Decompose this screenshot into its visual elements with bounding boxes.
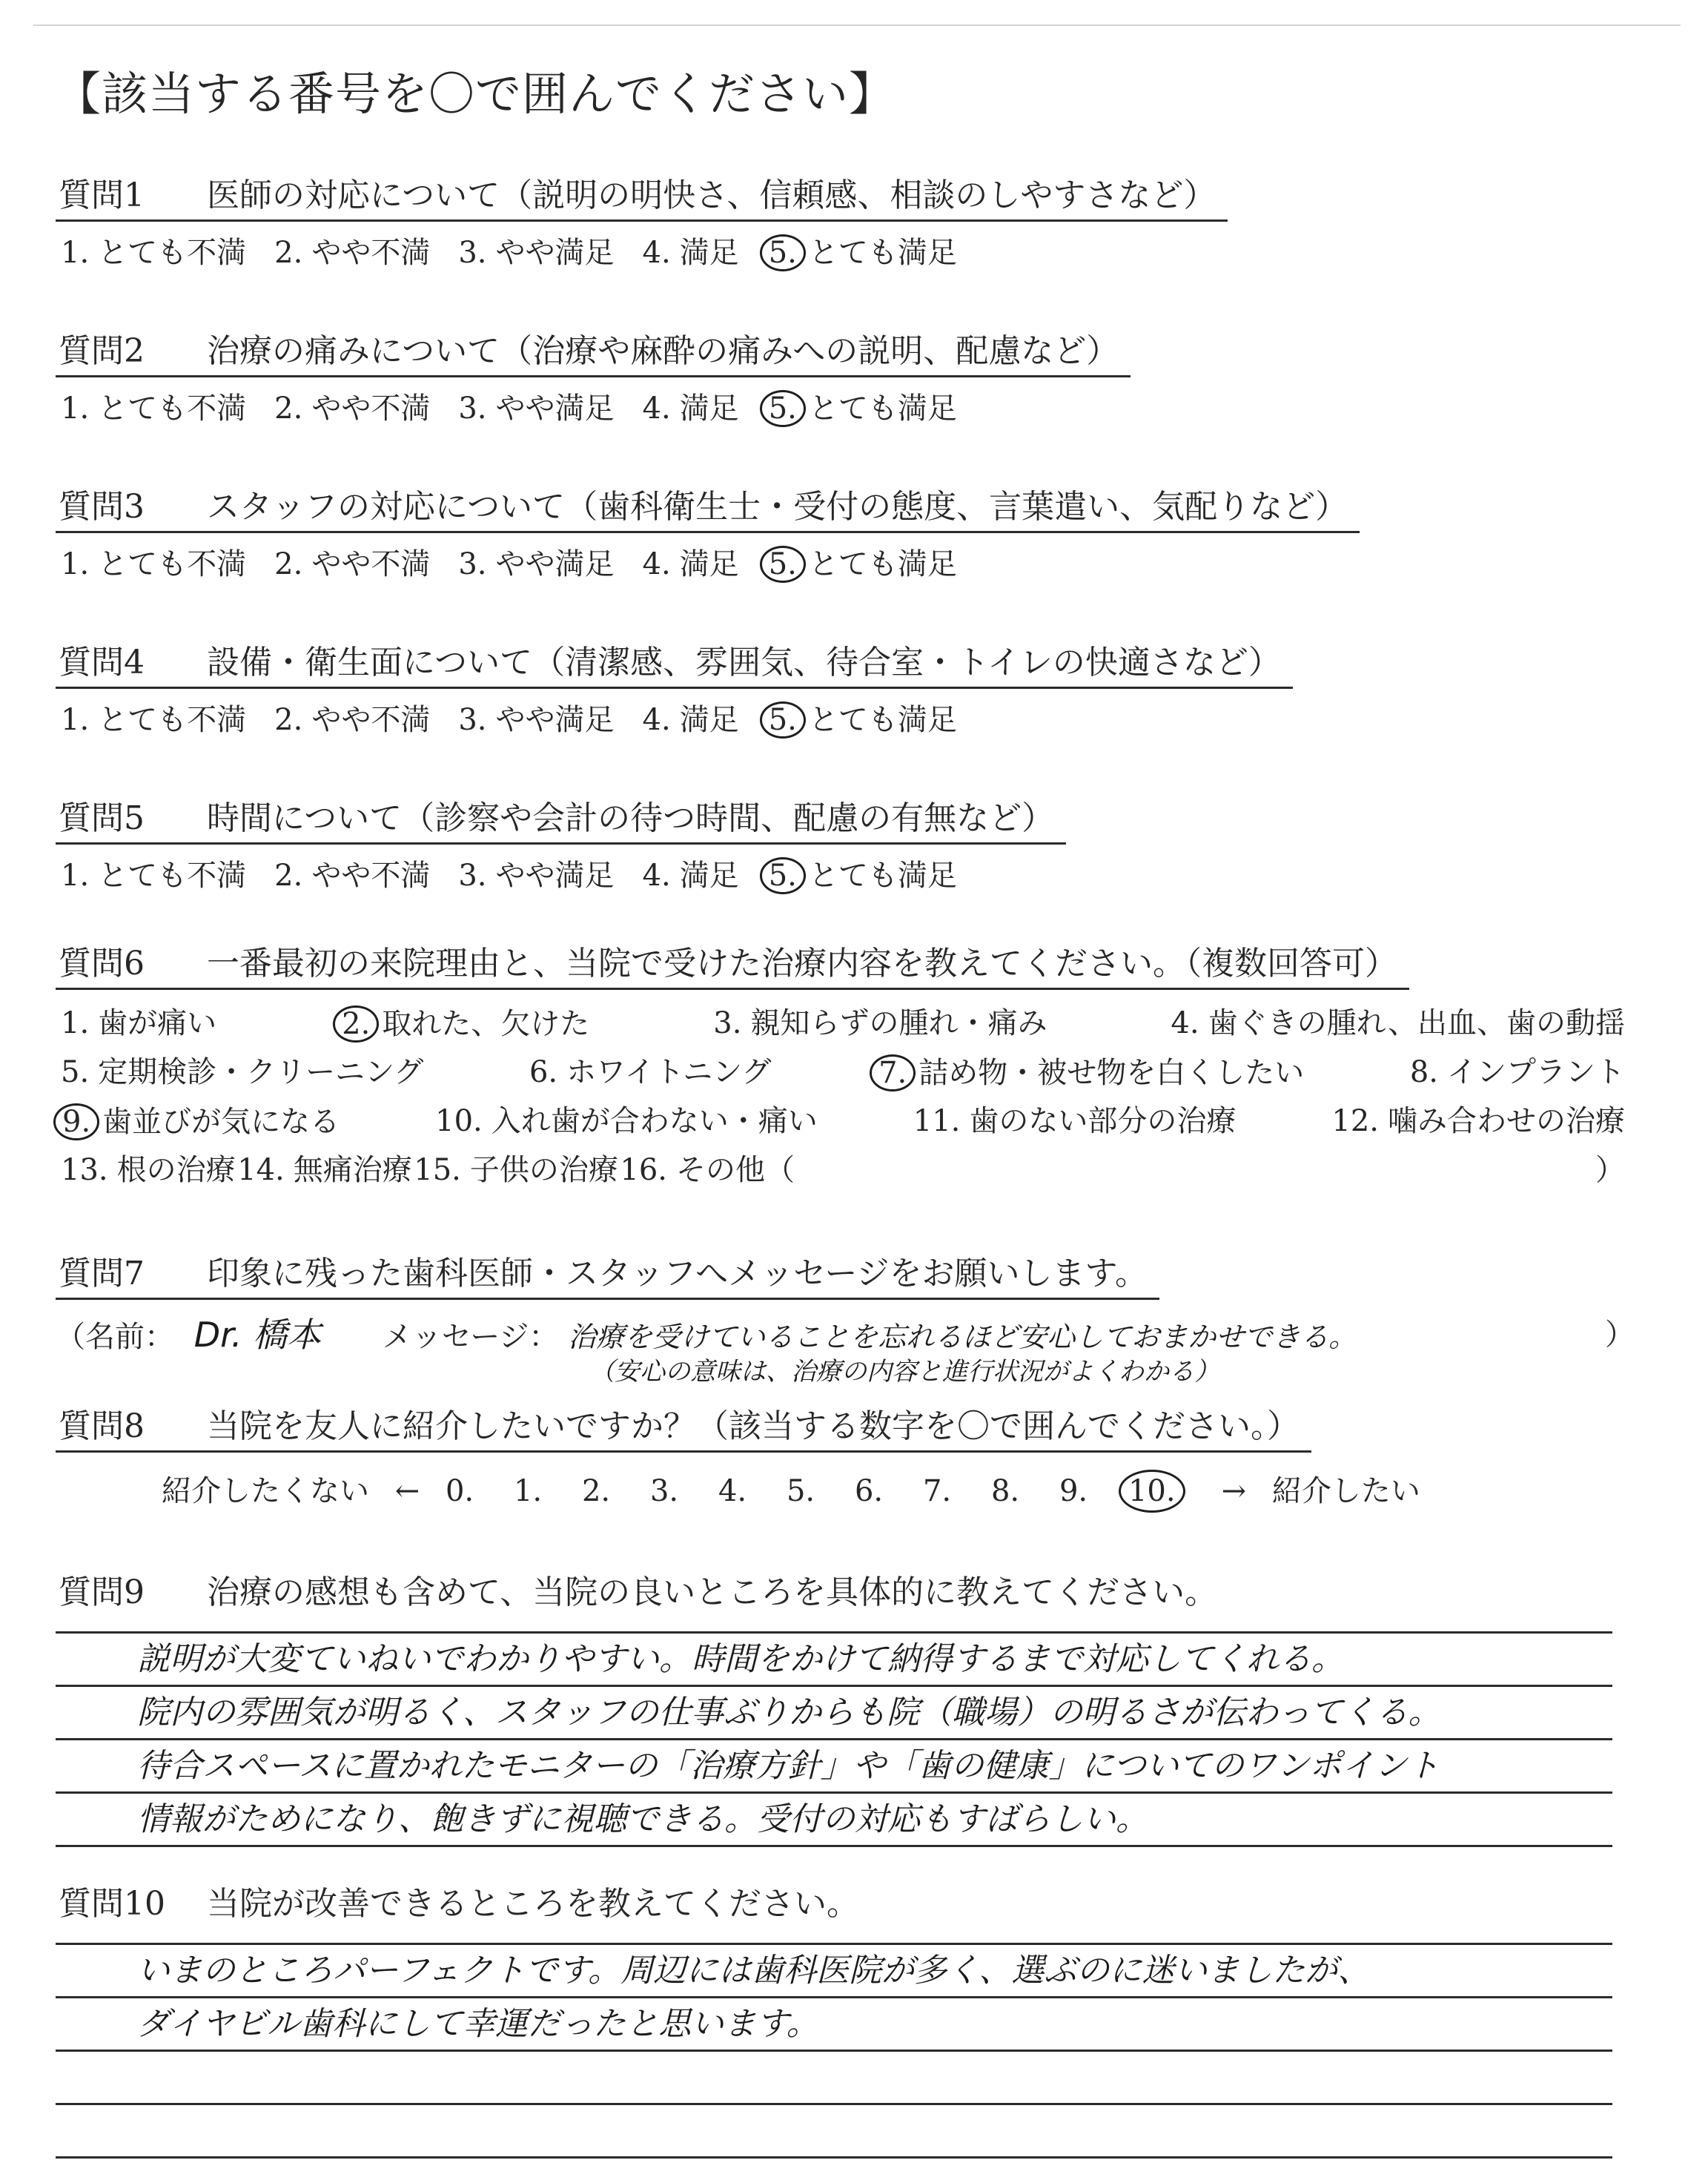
treatment-option bbox=[1410, 1054, 1625, 1091]
satisfaction-option bbox=[458, 702, 614, 738]
option-label: やや不満 bbox=[311, 859, 431, 893]
q8-heading bbox=[56, 1406, 1311, 1453]
option-number: 13. bbox=[61, 1153, 108, 1187]
q7-message-line2: （安心の意味は、治療の内容と進行状況がよくわかる） bbox=[589, 1357, 1219, 1387]
option-number: 5. bbox=[760, 234, 806, 271]
treatment-option bbox=[877, 1054, 1304, 1091]
handwritten-answer-line: 待合スペースに置かれたモニターの「治療方針」や「歯の健康」についてのワンポイント bbox=[137, 1747, 1440, 1785]
option-label: 定期検診・クリーニング bbox=[98, 1055, 424, 1089]
option-label: 満足 bbox=[679, 859, 739, 893]
option-label: 詰め物・被せ物を白くしたい bbox=[918, 1056, 1305, 1090]
option-number: 3. bbox=[458, 859, 487, 893]
satisfaction-option bbox=[274, 391, 430, 426]
option-number: 2. bbox=[274, 392, 303, 426]
option-label: ホワイトニング bbox=[566, 1055, 772, 1089]
q8-left-label: 紹介したくない bbox=[162, 1474, 369, 1508]
satisfaction-option bbox=[274, 546, 430, 582]
satisfaction-option bbox=[458, 235, 614, 271]
option-number: 2. bbox=[274, 859, 303, 893]
option-label: とても満足 bbox=[808, 859, 957, 893]
option-label: 歯ぐきの腫れ、出血、歯の動揺 bbox=[1208, 1006, 1625, 1040]
scale-option bbox=[855, 1472, 923, 1510]
treatment-option bbox=[1331, 1103, 1625, 1140]
satisfaction-option bbox=[61, 391, 246, 426]
question-text: 時間について（診察や会計の待つ時間、配慮の有無など） bbox=[207, 799, 1055, 837]
option-label: 取れた、欠けた bbox=[382, 1007, 590, 1041]
treatment-option bbox=[713, 1005, 1047, 1043]
satisfaction-option bbox=[643, 702, 739, 738]
option-label: 子供の治療 bbox=[469, 1153, 618, 1187]
scale-value: 1. bbox=[513, 1474, 543, 1508]
scale-option bbox=[787, 1472, 855, 1510]
option-number: 5. bbox=[760, 701, 806, 739]
q8-scale-items bbox=[446, 1474, 1196, 1508]
option-label: とても満足 bbox=[808, 236, 957, 270]
question-text: スタッフの対応について（歯科衛生士・受付の態度、言葉遣い、気配りなど） bbox=[207, 488, 1348, 526]
option-number: 1. bbox=[61, 392, 90, 426]
q3-heading bbox=[56, 486, 1360, 533]
option-number: 4. bbox=[642, 547, 671, 581]
q6-number: 質問6 bbox=[59, 945, 145, 982]
scale-value: 0. bbox=[445, 1474, 474, 1508]
option-number: 5. bbox=[760, 546, 806, 583]
scale-option bbox=[650, 1472, 718, 1510]
option-label: 満足 bbox=[679, 547, 739, 581]
option-label: 無痛治療 bbox=[293, 1153, 412, 1187]
q9-number: 質問9 bbox=[59, 1573, 145, 1611]
option-number: 3. bbox=[458, 236, 487, 270]
option-number: 10. bbox=[435, 1104, 483, 1138]
satisfaction-option bbox=[767, 701, 957, 739]
q7-close-paren: ） bbox=[1605, 1318, 1635, 1352]
satisfaction-option bbox=[458, 391, 614, 426]
question-number: 質問1 bbox=[59, 176, 145, 214]
option-number: 4. bbox=[642, 236, 671, 270]
treatment-option bbox=[61, 1103, 340, 1140]
option-number: 4. bbox=[642, 392, 671, 426]
q10-number: 質問10 bbox=[59, 1885, 165, 1923]
scale-option bbox=[991, 1472, 1059, 1510]
handwritten-answer-line: 院内の雰囲気が明るく、スタッフの仕事ぶりからも院（職場）の明るさが伝わってくる。 bbox=[137, 1694, 1441, 1731]
q1-options bbox=[61, 234, 985, 271]
q8-text: 当院を友人に紹介したいですか？（該当する数字を〇で囲んでください。） bbox=[207, 1407, 1300, 1445]
scale-option bbox=[923, 1472, 991, 1510]
option-number: 7. bbox=[870, 1054, 916, 1091]
satisfaction-option bbox=[274, 235, 430, 271]
option-number: 4. bbox=[642, 703, 671, 737]
option-label: やや不満 bbox=[311, 236, 431, 270]
option-number: 9. bbox=[53, 1103, 99, 1140]
option-label: 歯が痛い bbox=[98, 1006, 217, 1040]
scale-value: 2. bbox=[581, 1474, 611, 1508]
option-label: 満足 bbox=[679, 703, 739, 737]
scale-value: 8. bbox=[990, 1474, 1020, 1508]
option-number: 14. bbox=[237, 1153, 285, 1187]
option-label: やや満足 bbox=[495, 392, 615, 426]
q10-answer-area bbox=[56, 1943, 1612, 2158]
answer-rule bbox=[56, 1943, 1612, 1945]
option-number: 8. bbox=[1409, 1055, 1438, 1089]
option-number: 5. bbox=[61, 1055, 90, 1089]
q8-right-label: 紹介したい bbox=[1271, 1474, 1420, 1508]
scale-option bbox=[1059, 1472, 1128, 1510]
question-text: 治療の痛みについて（治療や麻酔の痛みへの説明、配慮など） bbox=[207, 332, 1119, 370]
answer-rule bbox=[56, 2156, 1612, 2159]
option-number: 2. bbox=[274, 236, 303, 270]
question-number: 質問4 bbox=[59, 644, 145, 681]
satisfaction-option bbox=[767, 390, 957, 427]
scale-option bbox=[718, 1472, 787, 1510]
option-label: やや満足 bbox=[495, 703, 615, 737]
treatment-option bbox=[435, 1103, 818, 1140]
option-number: 3. bbox=[458, 703, 487, 737]
q4-heading bbox=[56, 642, 1293, 689]
q7-text: 印象に残った歯科医師・スタッフへメッセージをお願いします。 bbox=[207, 1255, 1148, 1292]
handwritten-answer-line: 情報がためになり、飽きずに視聴できる。受付の対応もすばらしい。 bbox=[137, 1800, 1148, 1838]
option-number: 2. bbox=[274, 547, 303, 581]
q9-heading bbox=[56, 1572, 1229, 1616]
scale-value: 4. bbox=[718, 1474, 747, 1508]
option-number: 1. bbox=[61, 547, 90, 581]
question-number: 質問2 bbox=[59, 332, 145, 370]
q3-options bbox=[61, 546, 985, 583]
question-number: 質問3 bbox=[59, 488, 145, 526]
treatment-option bbox=[529, 1054, 772, 1091]
satisfaction-option bbox=[274, 702, 430, 738]
answer-rule bbox=[56, 2103, 1612, 2105]
q7-heading bbox=[56, 1253, 1159, 1300]
scale-value: 5. bbox=[786, 1474, 815, 1508]
option-number: 16. bbox=[620, 1153, 667, 1187]
q5-options bbox=[61, 857, 985, 894]
scale-option bbox=[582, 1472, 650, 1510]
q7-message-label: メッセージ： bbox=[382, 1320, 559, 1354]
satisfaction-option bbox=[274, 858, 430, 894]
option-label: 歯のない部分の治療 bbox=[969, 1104, 1237, 1138]
q8-number: 質問8 bbox=[59, 1407, 145, 1445]
q6-text: 一番最初の来院理由と、当院で受けた治療内容を教えてください。（複数回答可） bbox=[207, 945, 1397, 982]
option-label: やや満足 bbox=[495, 547, 615, 581]
q5-heading bbox=[56, 798, 1066, 845]
treatment-option bbox=[61, 1005, 216, 1043]
right-arrow-icon: → bbox=[1221, 1474, 1247, 1508]
treatment-option bbox=[414, 1152, 618, 1188]
option-label: とても不満 bbox=[98, 547, 247, 581]
option-number: 6. bbox=[529, 1055, 558, 1089]
option-label: 満足 bbox=[679, 236, 739, 270]
answer-rule bbox=[56, 1845, 1612, 1847]
q2-options bbox=[61, 390, 985, 427]
q2-heading bbox=[56, 331, 1131, 377]
q7-name-label: （名前： bbox=[56, 1320, 174, 1354]
scale-value: 3. bbox=[649, 1474, 679, 1508]
option-number: 1. bbox=[61, 236, 90, 270]
option-label: とても満足 bbox=[808, 392, 957, 426]
treatment-option bbox=[340, 1005, 589, 1043]
option-number: 2. bbox=[333, 1005, 379, 1043]
option-number: 1. bbox=[61, 1006, 90, 1040]
scale-value: 9. bbox=[1059, 1474, 1088, 1508]
answer-rule bbox=[56, 1996, 1612, 1998]
option-label: 満足 bbox=[679, 392, 739, 426]
handwritten-answer-line: ダイヤビル歯科にして幸運だったと思います。 bbox=[137, 2005, 819, 2043]
q7-message-line1: 治療を受けていることを忘れるほど安心しておまかせできる。 bbox=[568, 1321, 1357, 1353]
option-label: 入れ歯が合わない・痛い bbox=[491, 1104, 818, 1138]
treatment-option bbox=[61, 1152, 236, 1188]
scale-value: 6. bbox=[854, 1474, 884, 1508]
q9-answer-area bbox=[56, 1631, 1612, 1854]
page-title: 【該当する番号を〇で囲んでください】 bbox=[55, 67, 896, 121]
question-number: 質問5 bbox=[59, 799, 145, 837]
answer-rule bbox=[56, 1631, 1612, 1634]
option-label: やや満足 bbox=[495, 236, 615, 270]
option-label: とても不満 bbox=[98, 859, 247, 893]
satisfaction-option bbox=[458, 546, 614, 582]
satisfaction-option bbox=[643, 391, 739, 426]
option-number: 3. bbox=[458, 547, 487, 581]
option-number: 5. bbox=[760, 857, 806, 894]
satisfaction-option bbox=[61, 235, 246, 271]
scale-value: 7. bbox=[922, 1474, 952, 1508]
q9-text: 治療の感想も含めて、当院の良いところを具体的に教えてください。 bbox=[207, 1573, 1218, 1611]
satisfaction-option bbox=[643, 858, 739, 894]
scale-option bbox=[446, 1472, 514, 1510]
option-number: 2. bbox=[274, 703, 303, 737]
option-number: 15. bbox=[414, 1153, 461, 1187]
option-number: 1. bbox=[61, 859, 90, 893]
satisfaction-option bbox=[767, 857, 957, 894]
satisfaction-option bbox=[767, 234, 957, 271]
satisfaction-option bbox=[767, 546, 957, 583]
q6-option-row bbox=[61, 1152, 1625, 1188]
treatment-option bbox=[620, 1152, 1625, 1188]
answer-rule bbox=[56, 1738, 1612, 1740]
answer-rule bbox=[56, 1685, 1612, 1687]
q6-heading bbox=[56, 943, 1409, 990]
q6-option-row bbox=[61, 1005, 1625, 1043]
option-label: 親知らずの腫れ・痛み bbox=[750, 1006, 1047, 1040]
option-label: 歯並びが気になる bbox=[102, 1105, 340, 1139]
option-number: 11. bbox=[913, 1104, 961, 1138]
satisfaction-option bbox=[458, 858, 614, 894]
left-arrow-icon: ← bbox=[394, 1474, 420, 1508]
treatment-option bbox=[237, 1152, 412, 1188]
option-label: とても満足 bbox=[808, 547, 957, 581]
handwritten-answer-line: いまのところパーフェクトです。周辺には歯科医院が多く、選ぶのに迷いましたが、 bbox=[137, 1952, 1371, 1989]
option-number: 3. bbox=[713, 1006, 742, 1040]
option-label: 根の治療 bbox=[116, 1153, 236, 1187]
satisfaction-option bbox=[643, 546, 739, 582]
satisfaction-option bbox=[643, 235, 739, 271]
option-label: やや不満 bbox=[311, 703, 431, 737]
option-number: 12. bbox=[1331, 1104, 1379, 1138]
satisfaction-option bbox=[61, 546, 246, 582]
q7-answer bbox=[56, 1315, 1635, 1387]
question-text: 医師の対応について（説明の明快さ、信頼感、相談のしやすさなど） bbox=[207, 176, 1217, 214]
q7-number: 質問7 bbox=[59, 1255, 145, 1292]
q8-scale bbox=[162, 1470, 1420, 1513]
option-label: とても満足 bbox=[808, 703, 957, 737]
q10-text: 当院が改善できるところを教えてください。 bbox=[207, 1885, 859, 1923]
satisfaction-option bbox=[61, 858, 246, 894]
treatment-option bbox=[1171, 1005, 1625, 1043]
option-label: とても不満 bbox=[98, 703, 247, 737]
q1-heading bbox=[56, 175, 1228, 222]
option-label: その他（ ） bbox=[676, 1153, 1625, 1187]
option-label: 噛み合わせの治療 bbox=[1388, 1104, 1625, 1138]
treatment-option bbox=[61, 1054, 423, 1091]
scale-option bbox=[514, 1472, 582, 1510]
option-number: 5. bbox=[760, 390, 806, 427]
option-number: 1. bbox=[61, 703, 90, 737]
option-number: 4. bbox=[642, 859, 671, 893]
treatment-option bbox=[913, 1103, 1237, 1140]
question-text: 設備・衛生面について（清潔感、雰囲気、待合室・トイレの快適さなど） bbox=[207, 644, 1281, 681]
option-label: やや満足 bbox=[495, 859, 615, 893]
top-rule bbox=[33, 24, 1681, 26]
option-number: 4. bbox=[1171, 1006, 1199, 1040]
q10-heading bbox=[56, 1883, 871, 1928]
handwritten-answer-line: 説明が大変ていねいでわかりやすい。時間をかけて納得するまで対応してくれる。 bbox=[137, 1640, 1344, 1678]
satisfaction-option bbox=[61, 702, 246, 738]
q7-name-value: Dr. 橋本 bbox=[193, 1315, 322, 1355]
q4-options bbox=[61, 701, 985, 739]
option-number: 3. bbox=[458, 392, 487, 426]
answer-rule bbox=[56, 1791, 1612, 1794]
scale-option bbox=[1128, 1470, 1196, 1513]
scale-value: 10. bbox=[1119, 1470, 1185, 1513]
option-label: とても不満 bbox=[98, 236, 247, 270]
q6-option-row bbox=[61, 1054, 1625, 1091]
option-label: やや不満 bbox=[311, 547, 431, 581]
option-label: とても不満 bbox=[98, 392, 247, 426]
q6-option-row bbox=[61, 1103, 1625, 1140]
answer-rule bbox=[56, 2050, 1612, 2052]
option-label: インプラント bbox=[1446, 1055, 1625, 1089]
option-label: やや不満 bbox=[311, 392, 431, 426]
